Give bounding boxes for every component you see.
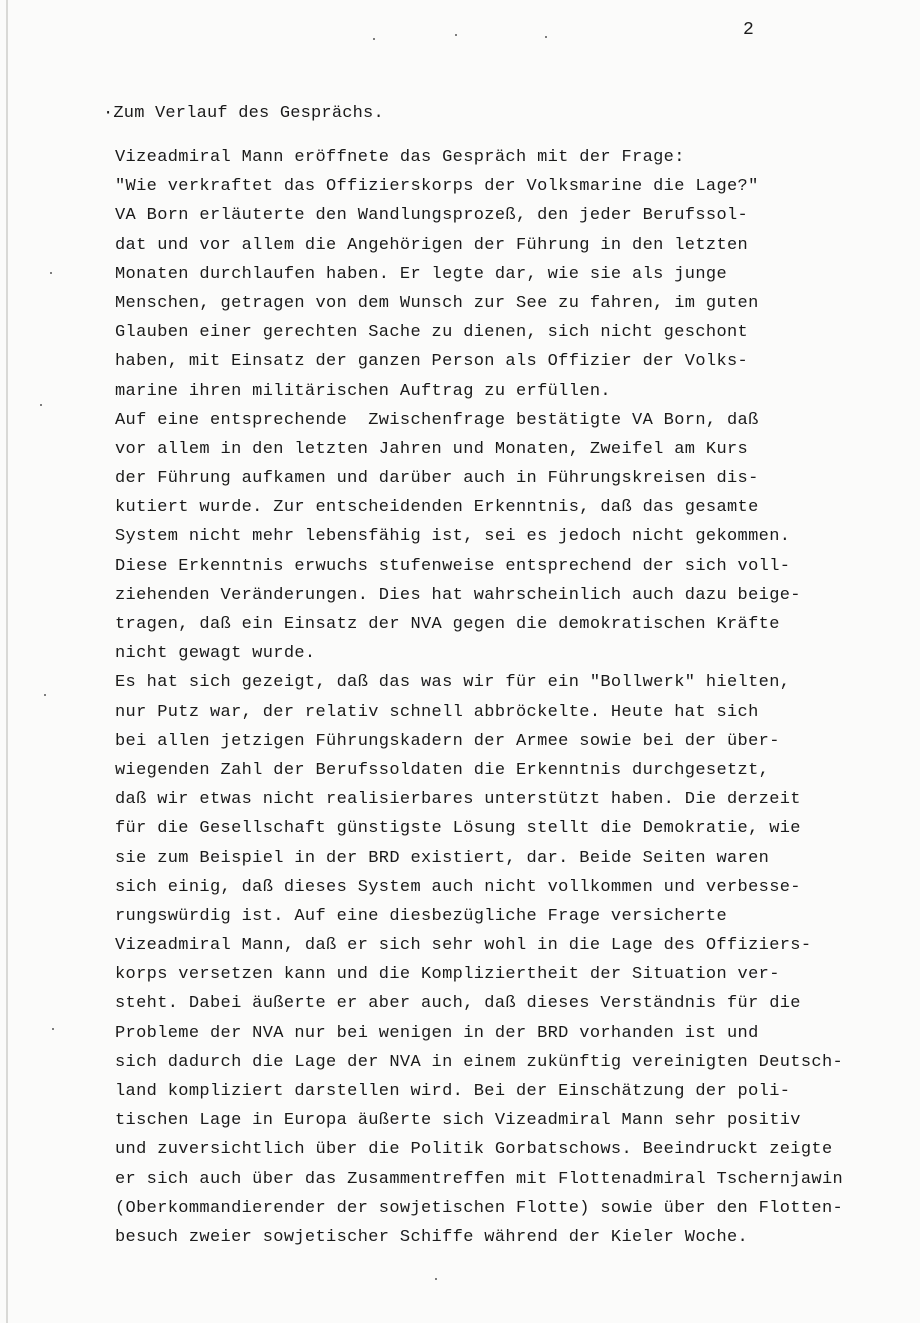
text-line: bei allen jetzigen Führungskadern der Armee sowie bei der über- (115, 731, 780, 751)
text-line: Es hat sich gezeigt, daß das was wir für ein "Bollwerk" hielten, (115, 673, 791, 693)
scan-speck (373, 38, 375, 40)
text-line: für die Gesellschaft günstigste Lösung stellt die Demokratie, wie (115, 819, 801, 839)
text-line: tischen Lage in Europa äußerte sich Vizeadmiral Mann sehr positiv (115, 1111, 801, 1131)
text-line: rungswürdig ist. Auf eine diesbezügliche Frage versicherte (115, 906, 727, 926)
scan-speck (455, 34, 457, 36)
body-text (115, 143, 915, 1252)
text-line: Auf eine entsprechende Zwischenfrage bestätigte VA Born, daß (115, 410, 759, 430)
text-line: dat und vor allem die Angehörigen der Führung in den letzten (115, 235, 749, 255)
text-line: "Wie verkraftet das Offizierskorps der Volksmarine die Lage?" (115, 177, 759, 197)
text-line: sich dadurch die Lage der NVA in einem zukünftig vereinigten Deutsch- (115, 1052, 844, 1072)
page-left-edge (6, 0, 8, 1323)
text-line: kutiert wurde. Zur entscheidenden Erkenntnis, daß das gesamte (115, 498, 759, 518)
section-heading: ·Zum Verlauf des Gesprächs. (103, 104, 384, 123)
text-line: sich einig, daß dieses System auch nicht vollkommen und verbesse- (115, 877, 801, 897)
text-line: korps versetzen kann und die Kompliziertheit der Situation ver- (115, 965, 780, 985)
text-line: Vizeadmiral Mann, daß er sich sehr wohl in die Lage des Offiziers- (115, 936, 812, 956)
text-line: ziehenden Veränderungen. Dies hat wahrscheinlich auch dazu beige- (115, 585, 801, 605)
scan-speck (44, 694, 46, 696)
text-line: sie zum Beispiel in der BRD existiert, dar. Beide Seiten waren (115, 848, 770, 868)
text-line: (Oberkommandierender der sowjetischen Flotte) sowie über den Flotten- (115, 1198, 844, 1218)
text-line: vor allem in den letzten Jahren und Monaten, Zweifel am Kurs (115, 439, 749, 459)
text-line: land kompliziert darstellen wird. Bei der Einschätzung der poli- (115, 1082, 791, 1101)
page-number: 2 (743, 20, 754, 40)
scan-speck (40, 404, 42, 406)
text-line: System nicht mehr lebensfähig ist, sei es jedoch nicht gekommen. (115, 527, 791, 547)
text-line: marine ihren militärischen Auftrag zu erfüllen. (115, 381, 611, 401)
text-line: Probleme der NVA nur bei wenigen in der BRD vorhanden ist und (115, 1023, 759, 1043)
text-line: und zuversichtlich über die Politik Gorbatschows. Beeindruckt zeigte (115, 1140, 833, 1160)
text-line: Glauben einer gerechten Sache zu dienen, sich nicht geschont (115, 323, 749, 343)
text-line: Vizeadmiral Mann eröffnete das Gespräch mit der Frage: (115, 148, 685, 167)
text-line: Menschen, getragen von dem Wunsch zur See zu fahren, im guten (115, 293, 759, 313)
text-line: daß wir etwas nicht realisierbares unterstützt haben. Die derzeit (115, 790, 801, 810)
text-line: haben, mit Einsatz der ganzen Person als Offizier der Volks- (115, 352, 749, 372)
text-line: der Führung aufkamen und darüber auch in Führungskreisen dis- (115, 469, 759, 489)
scan-speck (52, 1028, 54, 1030)
text-line: tragen, daß ein Einsatz der NVA gegen die demokratischen Kräfte (115, 615, 780, 634)
scan-speck (545, 36, 547, 38)
text-line: Diese Erkenntnis erwuchs stufenweise entsprechend der sich voll- (115, 556, 791, 576)
text-line: steht. Dabei äußerte er aber auch, daß dieses Verständnis für die (115, 994, 801, 1014)
text-line: er sich auch über das Zusammentreffen mit Flottenadmiral Tschernjawin (115, 1169, 844, 1189)
scan-speck (435, 1278, 437, 1280)
text-line: Monaten durchlaufen haben. Er legte dar, wie sie als junge (115, 264, 727, 284)
text-line: nur Putz war, der relativ schnell abbröckelte. Heute hat sich (115, 702, 759, 722)
text-line: wiegenden Zahl der Berufssoldaten die Erkenntnis durchgesetzt, (115, 760, 770, 780)
text-line: besuch zweier sowjetischer Schiffe während der Kieler Woche. (115, 1227, 749, 1247)
text-line: nicht gewagt wurde. (115, 644, 316, 664)
scan-speck (50, 272, 52, 274)
text-line: VA Born erläuterte den Wandlungsprozeß, den jeder Berufssol- (115, 206, 749, 226)
